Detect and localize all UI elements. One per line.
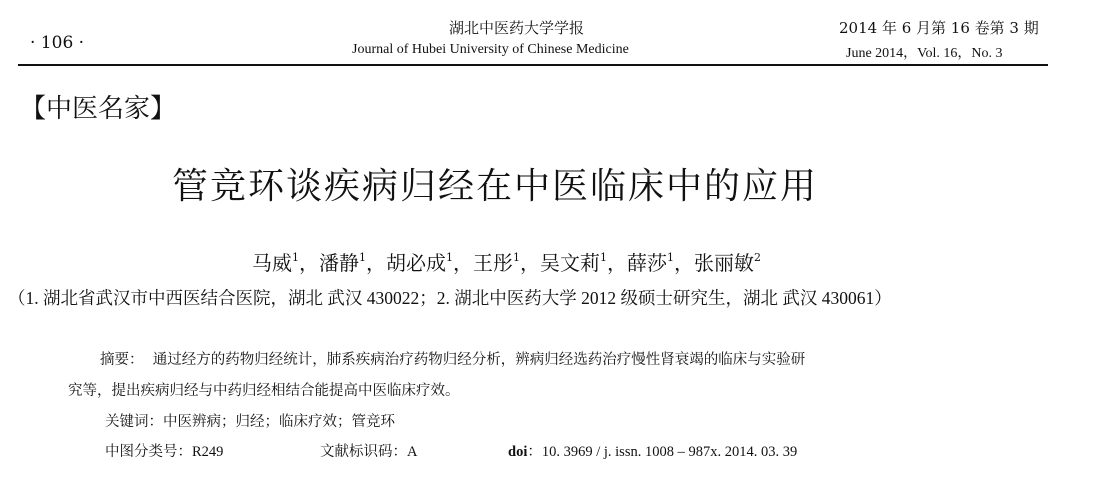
author-name: 薛莎 [627, 251, 667, 275]
author-name: 张丽敏 [694, 251, 754, 275]
author-separator: ， [520, 251, 540, 275]
author-name: 王彤 [473, 251, 513, 275]
author-separator: ， [453, 251, 473, 275]
classification-value: R249 [192, 444, 224, 460]
document-code-value: A [407, 444, 418, 460]
issue-info-cn: 2014 年 6 月第 16 卷第 3 期 [839, 19, 1039, 37]
journal-title-en: Journal of Hubei University of Chinese Medicine [352, 42, 629, 57]
document-code [320, 440, 417, 461]
author-separator: ， [607, 251, 627, 275]
doi [508, 440, 797, 461]
column-label: 【中医名家】 [20, 94, 177, 124]
abstract-line-2: 究等，提出疾病归经与中药归经相结合能提高中医临床疗效。 [68, 383, 460, 399]
keywords [105, 410, 395, 431]
author-separator: ， [299, 251, 319, 275]
journal-title-cn: 湖北中医药大学学报 [449, 19, 585, 37]
author-affiliation-mark: 1 [292, 251, 299, 264]
author-affiliation-mark: 1 [513, 251, 520, 264]
affiliations: （1. 湖北省武汉市中西医结合医院，湖北 武汉 430022；2. 湖北中医药大学 2012 级硕士研究生，湖北 武汉 430061） [8, 288, 892, 308]
author-name: 马威 [252, 251, 292, 275]
doi-label: doi [508, 444, 528, 460]
author-separator: ， [366, 251, 386, 275]
author-affiliation-mark: 1 [359, 251, 366, 264]
classification-number [105, 440, 223, 461]
classification-label: 中图分类号： [105, 444, 192, 460]
issue-info-en: June 2014，Vol. 16，No. 3 [846, 46, 1003, 61]
abstract-line-1 [100, 348, 805, 369]
keywords-text: 中医辨病；归经；临床疗效；管竞环 [163, 414, 395, 430]
document-code-label: 文献标识码： [320, 444, 407, 460]
author-name: 胡必成 [386, 251, 446, 275]
header-rule [18, 64, 1048, 66]
author-affiliation-mark: 2 [754, 251, 761, 264]
author-affiliation-mark: 1 [446, 251, 453, 264]
author-name: 吴文莉 [540, 251, 600, 275]
author-list [252, 247, 761, 276]
article-title: 管竞环谈疾病归经在中医临床中的应用 [172, 166, 819, 207]
doi-value: ：10. 3969 / j. issn. 1008 – 987x. 2014. 03. 39 [527, 444, 798, 460]
author-name: 潘静 [319, 251, 359, 275]
page-number: · 106 · [30, 33, 85, 53]
abstract-label: 摘要： [100, 352, 144, 368]
author-affiliation-mark: 1 [600, 251, 607, 264]
author-affiliation-mark: 1 [667, 251, 674, 264]
author-separator: ， [674, 251, 694, 275]
keywords-label: 关键词： [105, 414, 163, 430]
abstract-text: 通过经方的药物归经统计，肺系疾病治疗药物归经分析，辨病归经选药治疗慢性肾衰竭的临床与实验研 [152, 352, 806, 368]
